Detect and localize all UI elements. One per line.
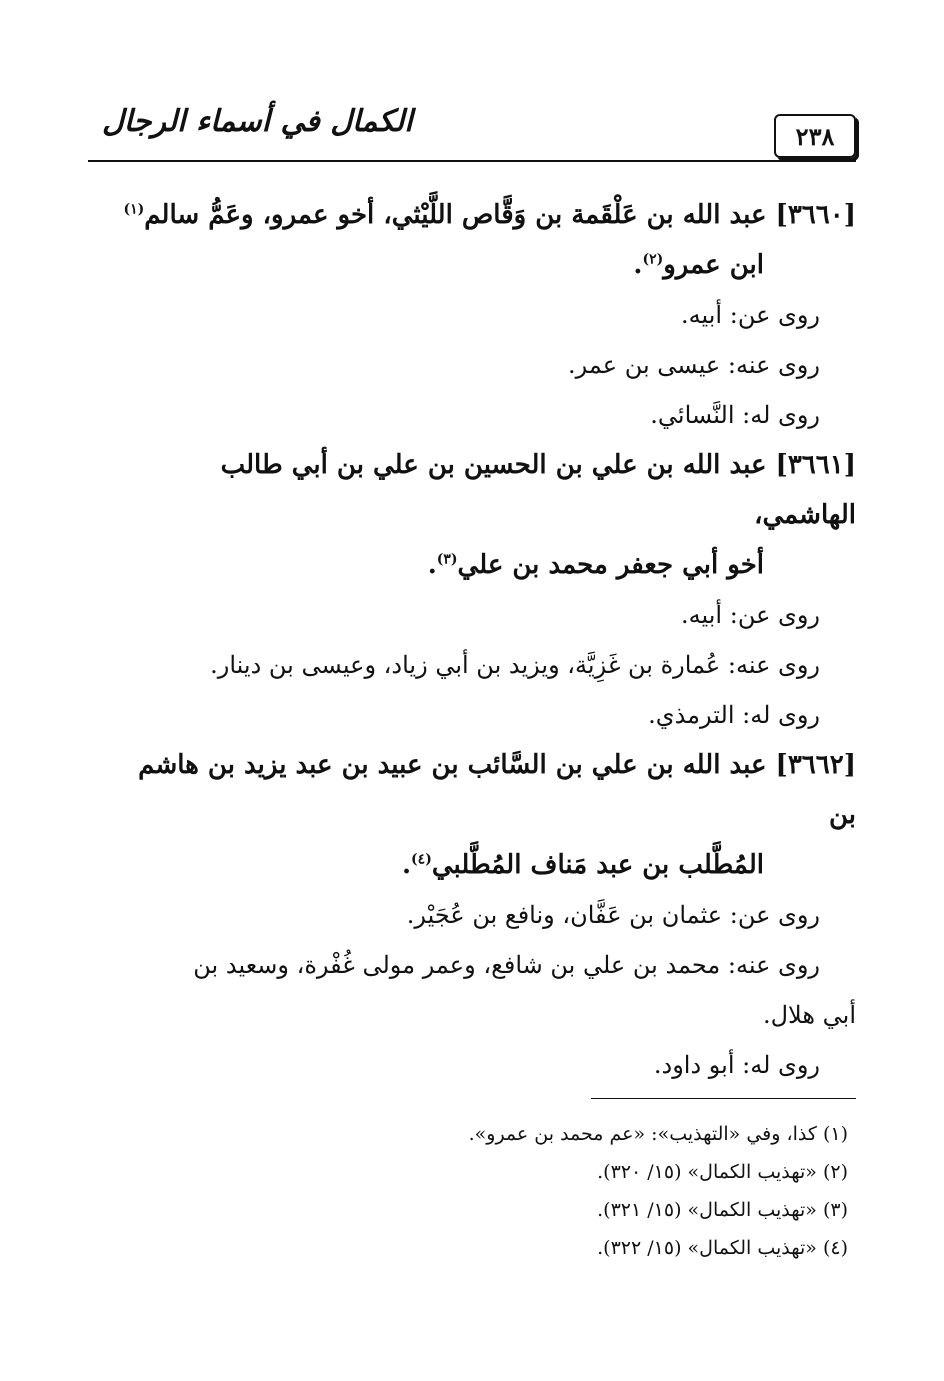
footnote-ref[interactable]: (٣) [436,551,458,568]
footnote-ref[interactable]: (٢) [642,251,664,268]
main-text [110,190,856,1090]
footnote: (٣) «تهذيب الكمال» (١٥/ ٣٢١). [597,1199,848,1221]
entry-heading-line1: [٣٦٦١] عبد الله بن علي بن الحسين بن علي بن أبي طالب الهاشمي، [220,450,856,530]
footnote: (١) كذا، وفي «التهذيب»: «عم محمد بن عمرو». [468,1123,848,1145]
narration-line-wrapped [110,940,856,1040]
narration-line: روى عنه: عُمارة بن غَزِيَّة، ويزيد بن أبي زياد، وعيسى بن دينار. [210,651,820,679]
narration-line: روى عنه: عيسى بن عمر. [568,351,820,379]
entry-heading [110,740,856,890]
narration-line: روى له: أبو داود. [653,1051,820,1079]
footnotes [108,1115,848,1267]
entry-heading [110,190,856,290]
entry-heading-line1: [٣٦٦٢] عبد الله بن علي بن السَّائب بن عبيد بن عبد يزيد بن هاشم بن [138,750,856,830]
narration-line: روى عن: أبيه. [681,601,820,629]
entry-heading-line2: المُطَّلب بن عبد مَناف المُطَّلبي$^{(٤)}$. [401,850,764,880]
header-rule [88,160,856,162]
narration-line: روى له: النَّسائي. [650,401,820,429]
narration-line: روى عن: عثمان بن عَفَّان، ونافع بن عُجَيْر. [406,901,820,929]
narration-line: روى له: الترمذي. [648,701,820,729]
footnote-ref[interactable]: (١) [123,201,145,218]
footnote: (٢) «تهذيب الكمال» (١٥/ ٣٢٠). [597,1161,848,1183]
footnote-separator [591,1098,856,1099]
narration-line-part2: أبي هلال. [762,1001,856,1029]
narration-line-part1: روى عنه: محمد بن علي بن شافع، وعمر مولى غُفْرة، وسعيد بن [193,951,820,979]
footnote: (٤) «تهذيب الكمال» (١٥/ ٣٢٢). [597,1237,848,1259]
footnote-ref[interactable]: (٤) [411,851,432,868]
narration-line: روى عن: أبيه. [681,301,820,329]
page-number: ٢٣٨ [774,114,856,158]
page-header [88,100,856,162]
book-title: الكمال في أسماء الرجال [102,104,413,139]
entry-heading [110,440,856,590]
entry-heading-line1: [٣٦٦٠] عبد الله بن عَلْقَمة بن وَقَّاص اللَّيْثي، أخو عمرو، وعَمُّ سالم [144,200,856,230]
entry-heading-line2: ابن عمرو$^{(٢)}$. [633,250,764,280]
entry-heading-line2: أخو أبي جعفر محمد بن علي$^{(٣)}$. [427,550,764,580]
